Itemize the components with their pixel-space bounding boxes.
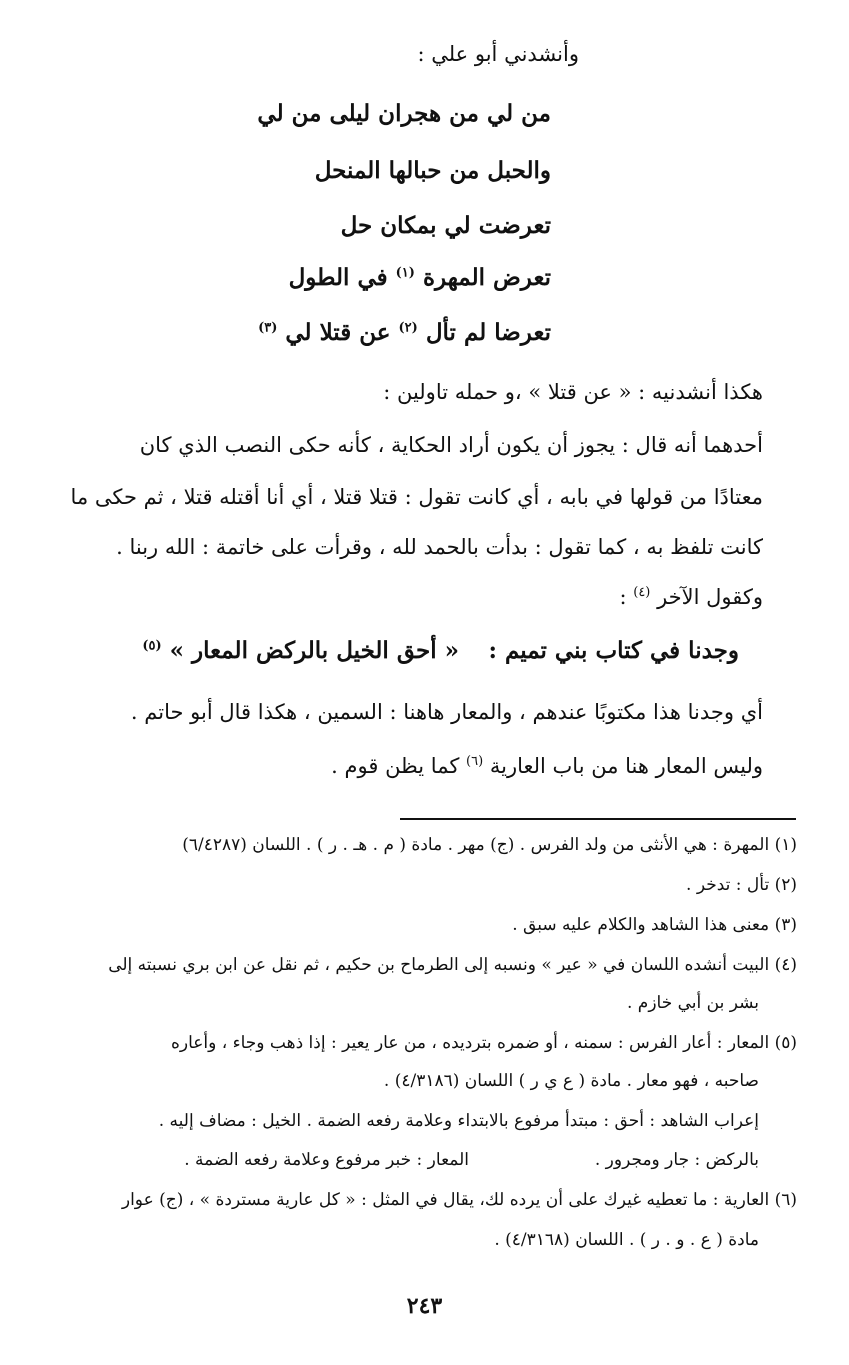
paragraph-3: [619, 585, 763, 609]
footnote-ref-6: (٦): [466, 754, 484, 769]
footnote-ref-2: (٢): [398, 320, 418, 336]
footnote-5-line-1: (٥) المعار : أعار الفرس : سمنه ، أو ضمره بترديده ، من عار يعير : إذا ذهب وجاء ، وأعاره: [170, 1033, 797, 1053]
paragraph-5-tail: كما يظن قوم .: [331, 754, 460, 778]
verse-3: تعرضت لي بمكان حل: [340, 212, 551, 239]
verse-4-part1: تعرض المهرة: [422, 264, 551, 291]
footnote-3: (٣) معنى هذا الشاهد والكلام عليه سبق .: [512, 915, 797, 935]
couplet-left-text: « أحق الخيل بالركض المعار »: [169, 637, 459, 664]
verse-5-part2: عن قتلا لي: [285, 319, 391, 346]
footnote-ref-5: (٥): [142, 638, 162, 654]
paragraph-2-line-2: معتادًا من قولها في بابه ، أي كانت تقول : قتلا قتلا ، أي أنا أقتله قتلا ، ثم حكى ما: [70, 485, 763, 509]
verse-5-part1: تعرضا لم تأل: [425, 319, 551, 346]
footnote-ref-4: (٤): [633, 585, 651, 600]
page-number: ٢٤٣: [406, 1293, 443, 1319]
footnote-5-line-3: إعراب الشاهد : أحق : مبتدأ مرفوع بالابتداء وعلامة رفعه الضمة . الخيل : مضاف إليه .: [158, 1111, 759, 1131]
footnote-2: (٢) تأل : تدخر .: [686, 875, 797, 895]
paragraph-1: هكذا أنشدنيه : « عن قتلا » ،و حمله تاولين :: [383, 380, 763, 404]
footnote-5-line-4a: بالركض : جار ومجرور .: [594, 1150, 759, 1170]
footnote-4-line-1: (٤) البيت أنشده اللسان في « عير » ونسبه إلى الطرماح بن حكيم ، ثم نقل عن ابن بري نسبته إلى: [108, 955, 797, 975]
paragraph-3-text: وكقول الآخر: [657, 585, 763, 609]
paragraph-4: أي وجدنا هذا مكتوبًا عندهم ، والمعار هاهنا : السمين ، هكذا قال أبو حاتم .: [130, 700, 763, 724]
paragraph-2-line-1: أحدهما أنه قال : يجوز أن يكون أراد الحكاية ، كأنه حكى النصب الذي كان: [139, 433, 763, 457]
footnote-separator: [400, 818, 796, 820]
footnote-ref-3: (٣): [258, 320, 278, 336]
paragraph-5: [331, 754, 763, 778]
footnote-6-line-2: مادة ( ع . و . ر ) . اللسان (٤/٣١٦٨) .: [494, 1230, 759, 1250]
footnote-1: (١) المهرة : هي الأنثى من ولد الفرس . (ج) مهر . مادة ( م . هـ . ر ) . اللسان (٦/٤٢٨٧): [182, 835, 797, 855]
paragraph-3-colon: :: [619, 585, 627, 609]
intro-line: وأنشدني أبو علي :: [417, 42, 579, 66]
footnote-5-line-4b: المعار : خبر مرفوع وعلامة رفعه الضمة .: [184, 1150, 469, 1170]
verse-2: والحبل من حبالها المنحل: [314, 157, 551, 184]
paragraph-2-line-3: كانت تلفظ به ، كما تقول : بدأت بالحمد لله ، وقرأت على خاتمة : الله ربنا .: [116, 535, 763, 559]
footnote-4-line-2: بشر بن أبي خازم .: [626, 993, 759, 1013]
footnote-ref-1: (١): [395, 265, 415, 281]
verse-4: [289, 264, 551, 291]
couplet-right: وجدنا في كتاب بني تميم :: [488, 637, 739, 664]
footnote-5-line-2: صاحبه ، فهو معار . مادة ( ع ي ر ) اللسان (٤/٣١٨٦) .: [383, 1071, 759, 1091]
footnote-6-line-1: (٦) العارية : ما تعطيه غيرك على أن يرده لك، يقال في المثل : « كل عارية مستردة » ، (ج) عوار: [121, 1190, 797, 1210]
verse-1: من لي من هجران ليلى من لي: [257, 100, 551, 127]
couplet-left: [142, 637, 459, 664]
paragraph-5-text: وليس المعار هنا من باب العارية: [489, 754, 763, 778]
verse-5: [258, 319, 551, 346]
verse-4-part2: في الطول: [288, 264, 388, 291]
